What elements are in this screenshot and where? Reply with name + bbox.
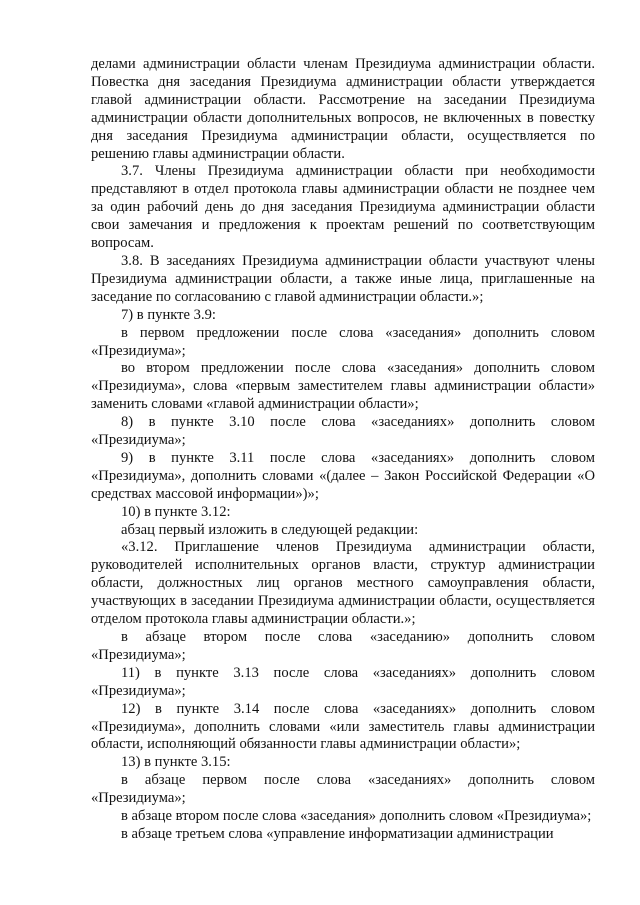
item-7-second-sentence: во втором предложении после слова «заседания» дополнить словом «Президиума», слова «первым заместителем главы администрации области» заменить словами «главой администрации области»; — [91, 360, 595, 413]
item-12: 12) в пункте 3.14 после слова «заседаниях» дополнить словом «Президиума», дополнить словами «или заместитель главы администрации области, исполняющий обязанности главы администрации области»; — [91, 700, 595, 753]
item-10-second-paragraph: в абзаце втором после слова «заседанию» дополнить словом «Президиума»; — [91, 629, 595, 663]
item-8: 8) в пункте 3.10 после слова «заседаниях» дополнить словом «Президиума»; — [91, 414, 595, 449]
paragraph-continuation: делами администрации области членам Президиума администрации области. Повестка дня заседания Президиума администрации области утверждается главой администрации области. Рассмотрение на заседании Президиума администрации области дополнительных вопросов, не включенных в повестку дня заседания Президиума администрации области, осуществляется по решению главы администрации области. — [91, 56, 595, 162]
item-11: 11) в пункте 3.13 после слова «заседаниях» дополнить словом «Президиума»; — [91, 664, 595, 699]
item-13: 13) в пункте 3.15: — [121, 754, 231, 771]
item-13-first-paragraph: в абзаце первом после слова «заседаниях» дополнить словом «Президиума»; — [91, 772, 595, 807]
item-7: 7) в пункте 3.9: — [121, 306, 216, 323]
item-10: 10) в пункте 3.12: — [121, 503, 231, 520]
item-13-third-paragraph: в абзаце третьем слова «управление информатизации администрации — [121, 825, 554, 842]
paragraph-3-8: 3.8. В заседаниях Президиума администрации области участвуют члены Президиума администрации области, а также иные лица, приглашенные на заседание по согласованию с главой администрации области.»; — [91, 252, 595, 305]
item-10-first-paragraph: абзац первый изложить в следующей редакции: — [121, 521, 419, 538]
document-body — [91, 56, 595, 844]
item-9: 9) в пункте 3.11 после слова «заседаниях» дополнить словом «Президиума», дополнить словами «(далее – Закон Российской Федерации «О средствах массовой информации»)»; — [91, 449, 595, 502]
paragraph-3-7: 3.7. Члены Президиума администрации области при необходимости представляют в отдел протокола главы администрации области не позднее чем за один рабочий день до дня заседания Президиума администрации области свои замечания и предложения к проектам решений по соответствующим вопросам. — [91, 163, 595, 252]
item-7-first-sentence: в первом предложении после слова «заседания» дополнить словом «Президиума»; — [91, 324, 595, 359]
item-13-second-paragraph: в абзаце втором после слова «заседания» дополнить словом «Президиума»; — [121, 808, 592, 825]
paragraph-3-12-text: «3.12. Приглашение членов Президиума администрации области, руководителей исполнительных органов власти, структур администрации области, должностных лиц органов местного самоуправления области, участвующих в заседании Президиума администрации области, осуществляется отделом протокола главы администрации области.»; — [91, 539, 595, 628]
